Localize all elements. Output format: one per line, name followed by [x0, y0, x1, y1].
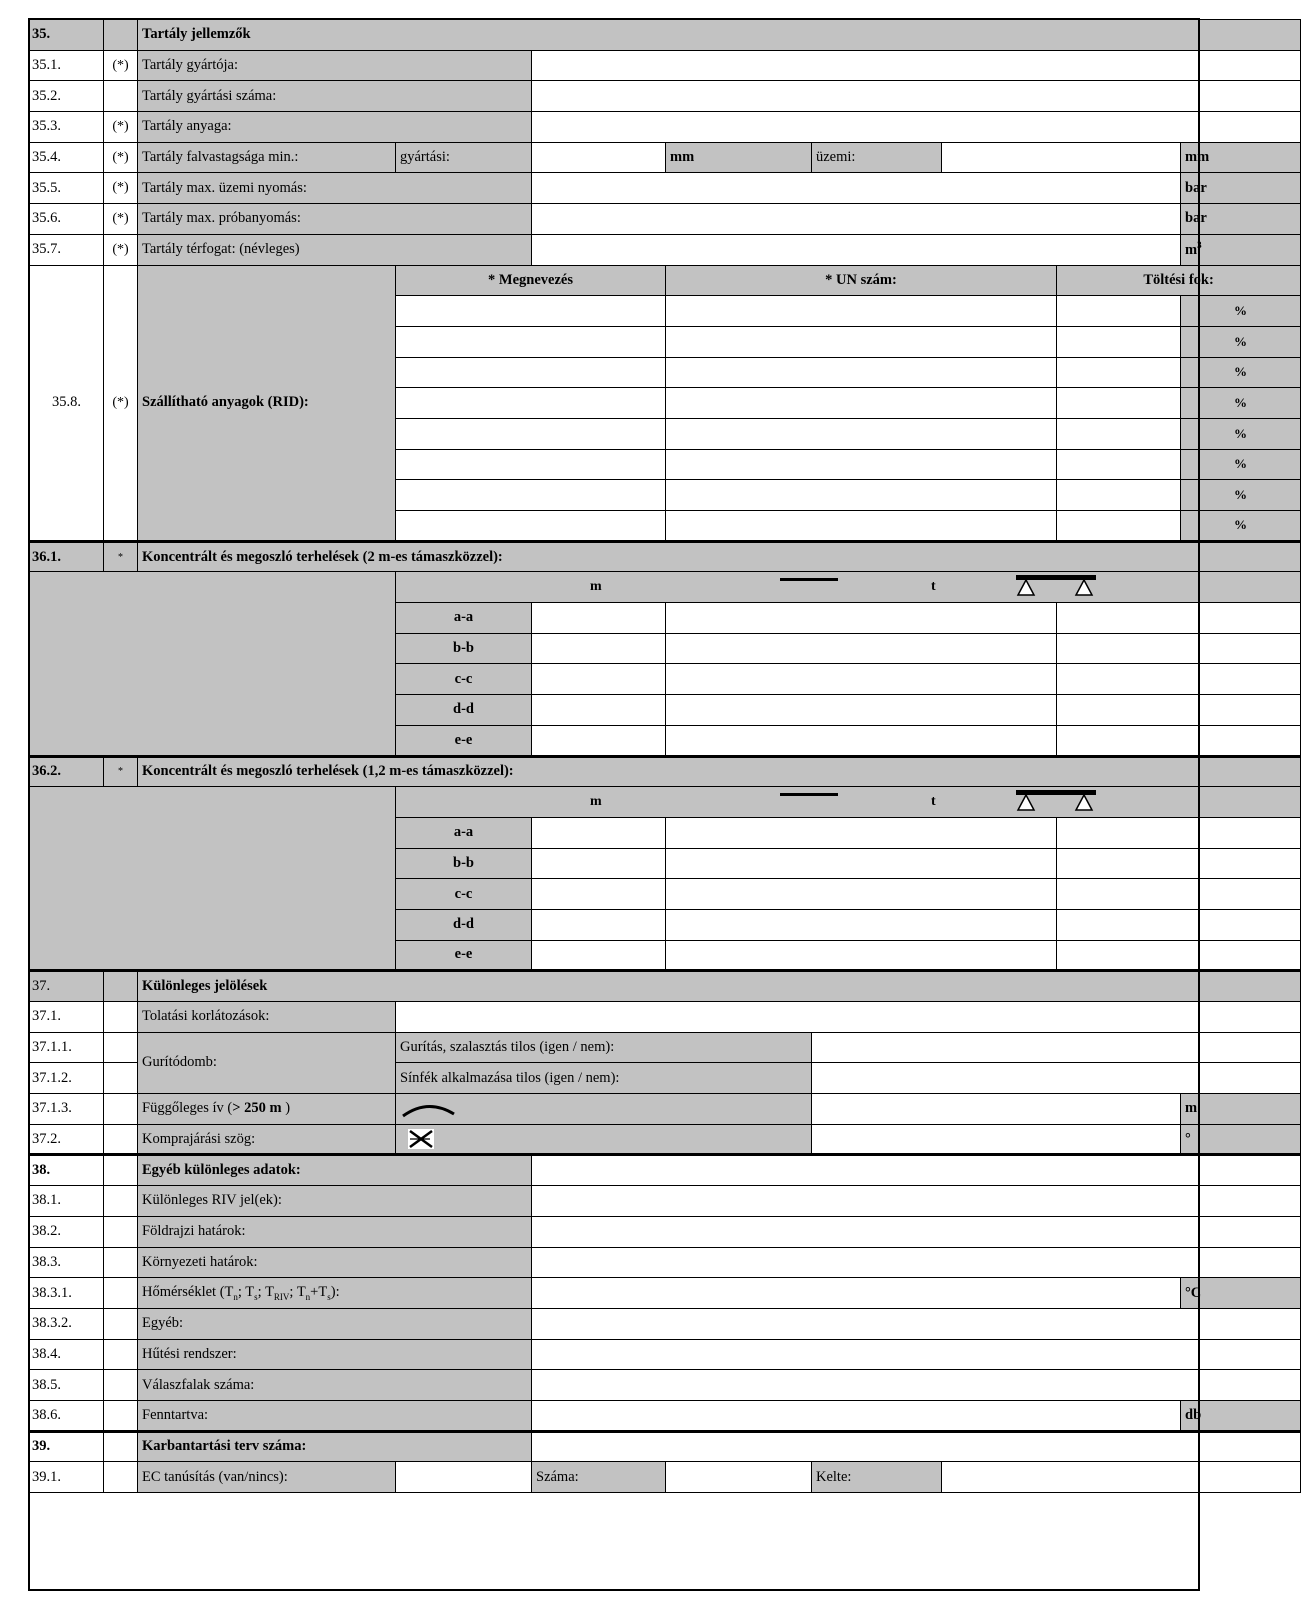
goods-un-field[interactable]	[666, 480, 1057, 511]
load-row: e-e	[30, 940, 1301, 971]
section-title: Karbantartási terv száma:	[138, 1431, 532, 1462]
unit-label: m	[1181, 1094, 1301, 1125]
row-35-2: 35.2. Tartály gyártási száma:	[30, 81, 1301, 112]
load-column-header: m t	[396, 787, 1301, 818]
ec-certification-field[interactable]	[396, 1462, 532, 1493]
column-header-fill: Töltési fok:	[1057, 265, 1301, 296]
row-38-5: 38.5. Válaszfalak száma:	[30, 1370, 1301, 1401]
field-label: Tartály gyártója:	[138, 50, 532, 81]
section-title: Koncentrált és megoszló terhelések (1,2 m-es támaszközzel):	[138, 756, 1301, 787]
load-support-field[interactable]	[1057, 848, 1301, 879]
riv-marks-field[interactable]	[532, 1186, 1301, 1217]
support-beam-icon	[1016, 575, 1098, 599]
goods-name-field[interactable]	[396, 480, 666, 511]
section-35-header	[30, 20, 1301, 51]
temperature-field[interactable]	[532, 1278, 1181, 1309]
goods-row: %	[30, 511, 1301, 542]
goods-row: %	[30, 326, 1301, 357]
goods-row: %	[30, 418, 1301, 449]
load-support-field[interactable]	[1057, 695, 1301, 726]
distributed-load-icon	[780, 578, 840, 584]
field-label: Tartály gyártási száma:	[138, 81, 532, 112]
field-label: Tartály max. üzemi nyomás:	[138, 173, 532, 204]
goods-un-field[interactable]	[666, 357, 1057, 388]
tank-serial-field[interactable]	[532, 81, 1301, 112]
row-35-8-header: 35.8. (*) Szállítható anyagok (RID): * Megnevezés * UN szám: Töltési fok:	[30, 265, 1301, 296]
load-support-field[interactable]	[1057, 817, 1301, 848]
max-pressure-field[interactable]	[532, 173, 1181, 204]
load-row: d-d	[30, 695, 1301, 726]
other-field[interactable]	[532, 1308, 1301, 1339]
load-t-field[interactable]	[666, 695, 1057, 726]
load-m-field[interactable]	[532, 879, 666, 910]
row-35-6: 35.6. (*) Tartály max. próbanyomás: bar	[30, 204, 1301, 235]
field-label: Tartály falvastagsága min.:	[138, 142, 396, 173]
load-m-field[interactable]	[532, 603, 666, 634]
goods-name-field[interactable]	[396, 357, 666, 388]
support-beam-icon	[1016, 790, 1098, 814]
load-support-field[interactable]	[1057, 603, 1301, 634]
goods-fill-field[interactable]	[1057, 388, 1181, 419]
row-35-4: 35.4. (*) Tartály falvastagsága min.: gyártási: mm üzemi: mm	[30, 142, 1301, 173]
load-column-header: m t	[396, 572, 1301, 603]
row-35-5: 35.5. (*) Tartály max. üzemi nyomás: bar	[30, 173, 1301, 204]
vertical-curve-icon	[400, 1098, 460, 1120]
load-support-field[interactable]	[1057, 940, 1301, 971]
row-37-2: 37.2. Komprajárási szög: °	[30, 1124, 1301, 1155]
goods-un-field[interactable]	[666, 449, 1057, 480]
load-t-field[interactable]	[666, 603, 1057, 634]
goods-name-field[interactable]	[396, 296, 666, 327]
unit-label: bar	[1181, 204, 1301, 235]
load-support-field[interactable]	[1057, 664, 1301, 695]
volume-field[interactable]	[532, 234, 1181, 265]
field-label: Tartály térfogat: (névleges)	[138, 234, 532, 265]
row-38-1: 38.1. Különleges RIV jel(ek):	[30, 1186, 1301, 1217]
environmental-limits-field[interactable]	[532, 1247, 1301, 1278]
row-37-1-3: 37.1.3. Függőleges ív (> 250 m ) m	[30, 1094, 1301, 1125]
goods-name-field[interactable]	[396, 418, 666, 449]
section-title: Tartály jellemzők	[138, 20, 1301, 51]
load-m-field[interactable]	[532, 695, 666, 726]
row-39-1: 39.1. EC tanúsítás (van/nincs): Száma: Kelte:	[30, 1462, 1301, 1493]
load-row: c-c	[30, 879, 1301, 910]
section-number: 35.	[30, 20, 104, 51]
column-header-name: * Megnevezés	[396, 265, 666, 296]
load-t-field[interactable]	[666, 817, 1057, 848]
row-38-6: 38.6. Fenntartva: db	[30, 1400, 1301, 1431]
section-37-header: 37. Különleges jelölések	[30, 971, 1301, 1002]
load-t-field[interactable]	[666, 879, 1057, 910]
cooling-system-field[interactable]	[532, 1339, 1301, 1370]
goods-row: %	[30, 480, 1301, 511]
geographic-limits-field[interactable]	[532, 1216, 1301, 1247]
load-support-field[interactable]	[1057, 909, 1301, 940]
load-support-field[interactable]	[1057, 879, 1301, 910]
column-header-un: * UN szám:	[666, 265, 1057, 296]
load-m-field[interactable]	[532, 909, 666, 940]
goods-fill-field[interactable]	[1057, 418, 1181, 449]
wall-thickness-operation-field[interactable]	[942, 142, 1181, 173]
unit-label: mm	[666, 142, 812, 173]
section-36-1-header: 36.1. * Koncentrált és megoszló terhelések (2 m-es támaszközzel):	[30, 541, 1301, 572]
shunting-restrictions-field[interactable]	[396, 1002, 1301, 1033]
field-label: Tolatási korlátozások:	[138, 1002, 396, 1033]
vertical-curve-field[interactable]	[812, 1094, 1181, 1125]
goods-row: %	[30, 357, 1301, 388]
unit-label: °C	[1181, 1278, 1301, 1309]
operation-label: üzemi:	[812, 142, 942, 173]
load-t-field[interactable]	[666, 664, 1057, 695]
unit-label: bar	[1181, 173, 1301, 204]
other-data-field[interactable]	[532, 1155, 1301, 1186]
row-38-2: 38.2. Földrajzi határok:	[30, 1216, 1301, 1247]
goods-un-field[interactable]	[666, 296, 1057, 327]
goods-un-field[interactable]	[666, 418, 1057, 449]
baffles-count-field[interactable]	[532, 1370, 1301, 1401]
load-header-row	[30, 572, 1301, 603]
load-row: b-b	[30, 633, 1301, 664]
goods-un-field[interactable]	[666, 388, 1057, 419]
goods-name-field[interactable]	[396, 326, 666, 357]
load-t-field[interactable]	[666, 848, 1057, 879]
field-label: Függőleges ív (> 250 m )	[138, 1094, 396, 1125]
section-title: Különleges jelölések	[138, 971, 1301, 1002]
row-35-1: 35.1. (*) Tartály gyártója:	[30, 50, 1301, 81]
field-label: Gurítódomb:	[138, 1032, 396, 1093]
load-t-field[interactable]	[666, 940, 1057, 971]
goods-un-field[interactable]	[666, 326, 1057, 357]
goods-fill-field[interactable]	[1057, 357, 1181, 388]
row-37-1: 37.1. Tolatási korlátozások:	[30, 1002, 1301, 1033]
goods-fill-field[interactable]	[1057, 296, 1181, 327]
hump-shunting-field[interactable]	[812, 1032, 1301, 1063]
distributed-load-icon	[780, 793, 840, 799]
goods-fill-field[interactable]	[1057, 326, 1181, 357]
row-35-3: 35.3. (*) Tartály anyaga:	[30, 112, 1301, 143]
load-row: a-a	[30, 817, 1301, 848]
load-row: a-a	[30, 603, 1301, 634]
load-m-field[interactable]	[532, 817, 666, 848]
field-label: Tartály max. próbanyomás:	[138, 204, 532, 235]
goods-name-field[interactable]	[396, 449, 666, 480]
goods-name-field[interactable]	[396, 388, 666, 419]
goods-row: %	[30, 296, 1301, 327]
tank-material-field[interactable]	[532, 112, 1301, 143]
reserved-field[interactable]	[532, 1400, 1181, 1431]
ec-number-field[interactable]	[666, 1462, 812, 1493]
wall-thickness-manufacture-field[interactable]	[532, 142, 666, 173]
ec-date-field[interactable]	[942, 1462, 1301, 1493]
goods-fill-field[interactable]	[1057, 449, 1181, 480]
goods-fill-field[interactable]	[1057, 511, 1181, 542]
maintenance-plan-field[interactable]	[532, 1431, 1301, 1462]
field-label: Tartály anyaga:	[138, 112, 532, 143]
load-t-field[interactable]	[666, 909, 1057, 940]
buffer-angle-field[interactable]	[812, 1124, 1181, 1155]
field-label: Hőmérséklet ($T_n$; $T_s$; $T_{RIV}$; $T_n+T_s$):	[138, 1278, 532, 1309]
tank-manufacturer-field[interactable]	[532, 50, 1301, 81]
load-m-field[interactable]	[532, 725, 666, 756]
section-38-header: 38. Egyéb különleges adatok:	[30, 1155, 1301, 1186]
goods-un-field[interactable]	[666, 511, 1057, 542]
unit-label: °	[1181, 1124, 1301, 1155]
load-m-field[interactable]	[532, 664, 666, 695]
load-row: d-d	[30, 909, 1301, 940]
load-t-field[interactable]	[666, 633, 1057, 664]
field-label: Sínfék alkalmazása tilos (igen / nem):	[396, 1063, 812, 1094]
unit-label: $m^3$	[1181, 234, 1301, 265]
load-row: b-b	[30, 848, 1301, 879]
load-row: e-e	[30, 725, 1301, 756]
unit-label: db	[1181, 1400, 1301, 1431]
load-support-field[interactable]	[1057, 725, 1301, 756]
row-38-3-1: 38.3.1. Hőmérséklet ($T_n$; $T_s$; $T_{RIV}$; $T_n+T_s$): °C	[30, 1278, 1301, 1309]
load-support-field[interactable]	[1057, 633, 1301, 664]
test-pressure-field[interactable]	[532, 204, 1181, 235]
section-36-2-header: 36.2. * Koncentrált és megoszló terhelések (1,2 m-es támaszközzel):	[30, 756, 1301, 787]
field-label: Komprajárási szög:	[138, 1124, 396, 1155]
goods-row: %	[30, 449, 1301, 480]
buffer-angle-icon	[400, 1127, 440, 1151]
manufacture-label: gyártási:	[396, 142, 532, 173]
row-37-1-2: 37.1.2. Sínfék alkalmazása tilos (igen / nem):	[30, 1063, 1301, 1094]
field-label: Gurítás, szalasztás tilos (igen / nem):	[396, 1032, 812, 1063]
load-row: c-c	[30, 664, 1301, 695]
load-m-field[interactable]	[532, 633, 666, 664]
row-38-3: 38.3. Környezeti határok:	[30, 1247, 1301, 1278]
section-title: Egyéb különleges adatok:	[138, 1155, 532, 1186]
rail-brake-field[interactable]	[812, 1063, 1301, 1094]
wagon-data-form	[29, 19, 1301, 1493]
load-m-field[interactable]	[532, 940, 666, 971]
load-header-row	[30, 787, 1301, 818]
row-35-7: 35.7. (*) Tartály térfogat: (névleges) $m^3$	[30, 234, 1301, 265]
load-m-field[interactable]	[532, 848, 666, 879]
row-38-3-2: 38.3.2. Egyéb:	[30, 1308, 1301, 1339]
section-39-header: 39. Karbantartási terv száma:	[30, 1431, 1301, 1462]
row-38-4: 38.4. Hűtési rendszer:	[30, 1339, 1301, 1370]
goods-fill-field[interactable]	[1057, 480, 1181, 511]
goods-row: %	[30, 388, 1301, 419]
unit-label: mm	[1181, 142, 1301, 173]
field-label: Szállítható anyagok (RID):	[138, 265, 396, 541]
section-title: Koncentrált és megoszló terhelések (2 m-es támaszközzel):	[138, 541, 1301, 572]
load-t-field[interactable]	[666, 725, 1057, 756]
row-37-1-1: 37.1.1. Gurítódomb: Gurítás, szalasztás tilos (igen / nem):	[30, 1032, 1301, 1063]
goods-name-field[interactable]	[396, 511, 666, 542]
